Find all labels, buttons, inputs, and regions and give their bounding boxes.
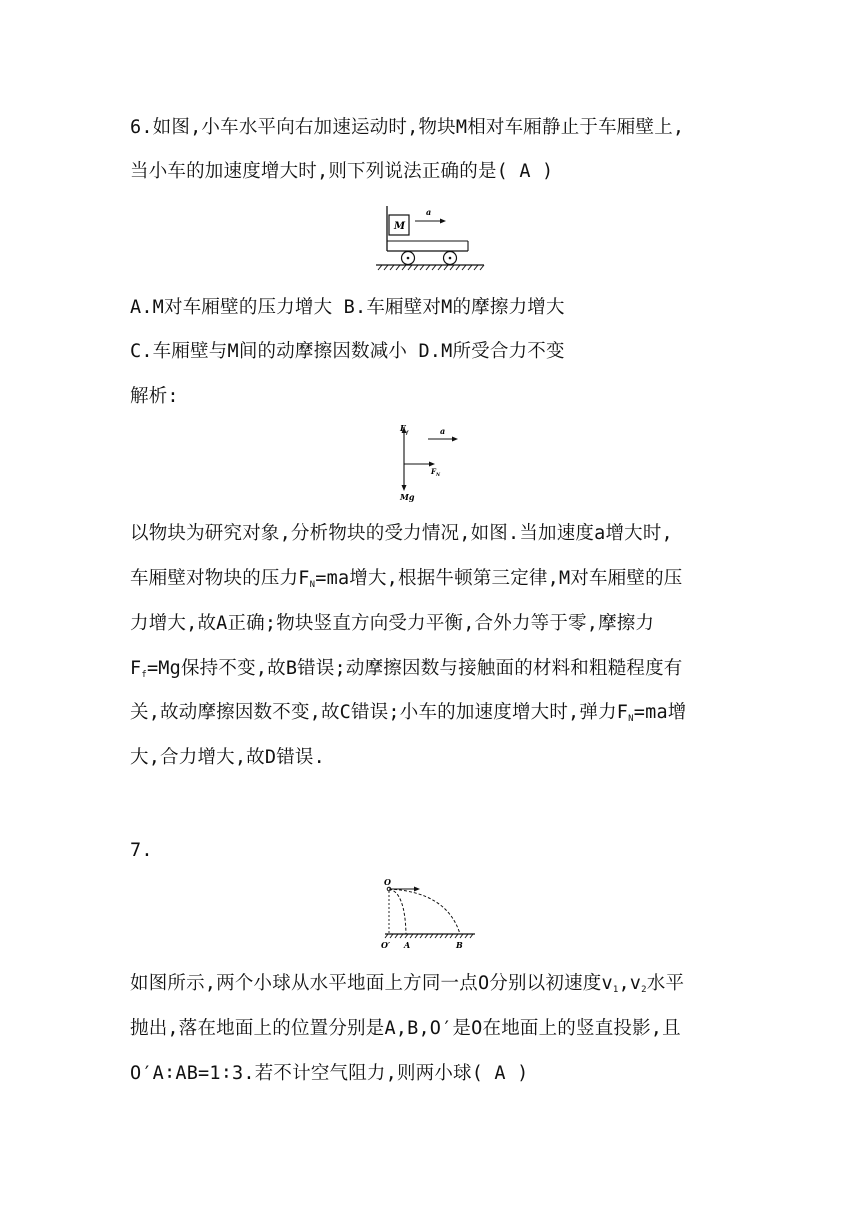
q6-label-Ff: F xyxy=(400,423,406,433)
q6-label-FN-sub: N xyxy=(436,473,441,478)
q7-stem-line-2: 抛出,落在地面上的位置分别是A,B,O′是O在地面上的竖直投影,且 xyxy=(130,1018,681,1039)
q6-label-a2: a xyxy=(440,426,446,436)
q7-stem-line-1: 如图所示,两个小球从水平地面上方同一点O分别以初速度$v_1,v_2$水平 xyxy=(130,973,685,995)
q6-force-diagram xyxy=(394,420,466,504)
q6-label-FN: F xyxy=(431,467,436,476)
q7-label-O: O xyxy=(384,877,391,887)
q7-label-O-prime: O′ xyxy=(381,940,391,950)
q6-label-Mg: Mg xyxy=(400,492,415,502)
q6-cart-figure xyxy=(372,203,488,273)
q6-options-line-1: A.M对车厢壁的压力增大 B.车厢壁对M的摩擦力增大 xyxy=(130,297,565,318)
q7-projectile-figure xyxy=(375,874,485,952)
q6-label-Ff-sub: f xyxy=(406,430,409,436)
q7-label-B: B xyxy=(456,940,463,950)
q6-analysis-line-2: 车厢壁对物块的压力$F_N=ma$增大,根据牛顿第三定律,M对车厢壁的压 xyxy=(130,568,683,590)
q7-stem-line-3: O′A∶AB=1∶3.若不计空气阻力,则两小球( A ) xyxy=(130,1063,529,1084)
q6-options-line-2: C.车厢壁与M间的动摩擦因数减小 D.M所受合力不变 xyxy=(130,341,565,362)
q6-label-a: a xyxy=(426,207,432,217)
q7-number: 7. xyxy=(130,840,153,861)
q6-stem-line-1: 6.如图,小车水平向右加速运动时,物块M相对车厢静止于车厢壁上, xyxy=(130,117,685,138)
q6-analysis-line-3: 力增大,故A正确;物块竖直方向受力平衡,合外力等于零,摩擦力 xyxy=(130,613,655,634)
q6-analysis-line-6: 大,合力增大,故D错误. xyxy=(130,747,325,768)
q6-analysis-line-5: 关,故动摩擦因数不变,故C错误;小车的加速度增大时,弹力$F_N=ma$增 xyxy=(130,702,687,724)
q6-stem-line-2: 当小车的加速度增大时,则下列说法正确的是( A ) xyxy=(130,161,554,182)
q6-label-M: M xyxy=(394,221,406,232)
q6-analysis-label: 解析: xyxy=(130,386,179,407)
q7-label-A: A xyxy=(404,940,411,950)
q6-analysis-line-4: $F_f=Mg$保持不变,故B错误;动摩擦因数与接触面的材料和粗糙程度有 xyxy=(130,658,683,680)
q6-analysis-line-1: 以物块为研究对象,分析物块的受力情况,如图.当加速度a增大时, xyxy=(130,523,673,544)
